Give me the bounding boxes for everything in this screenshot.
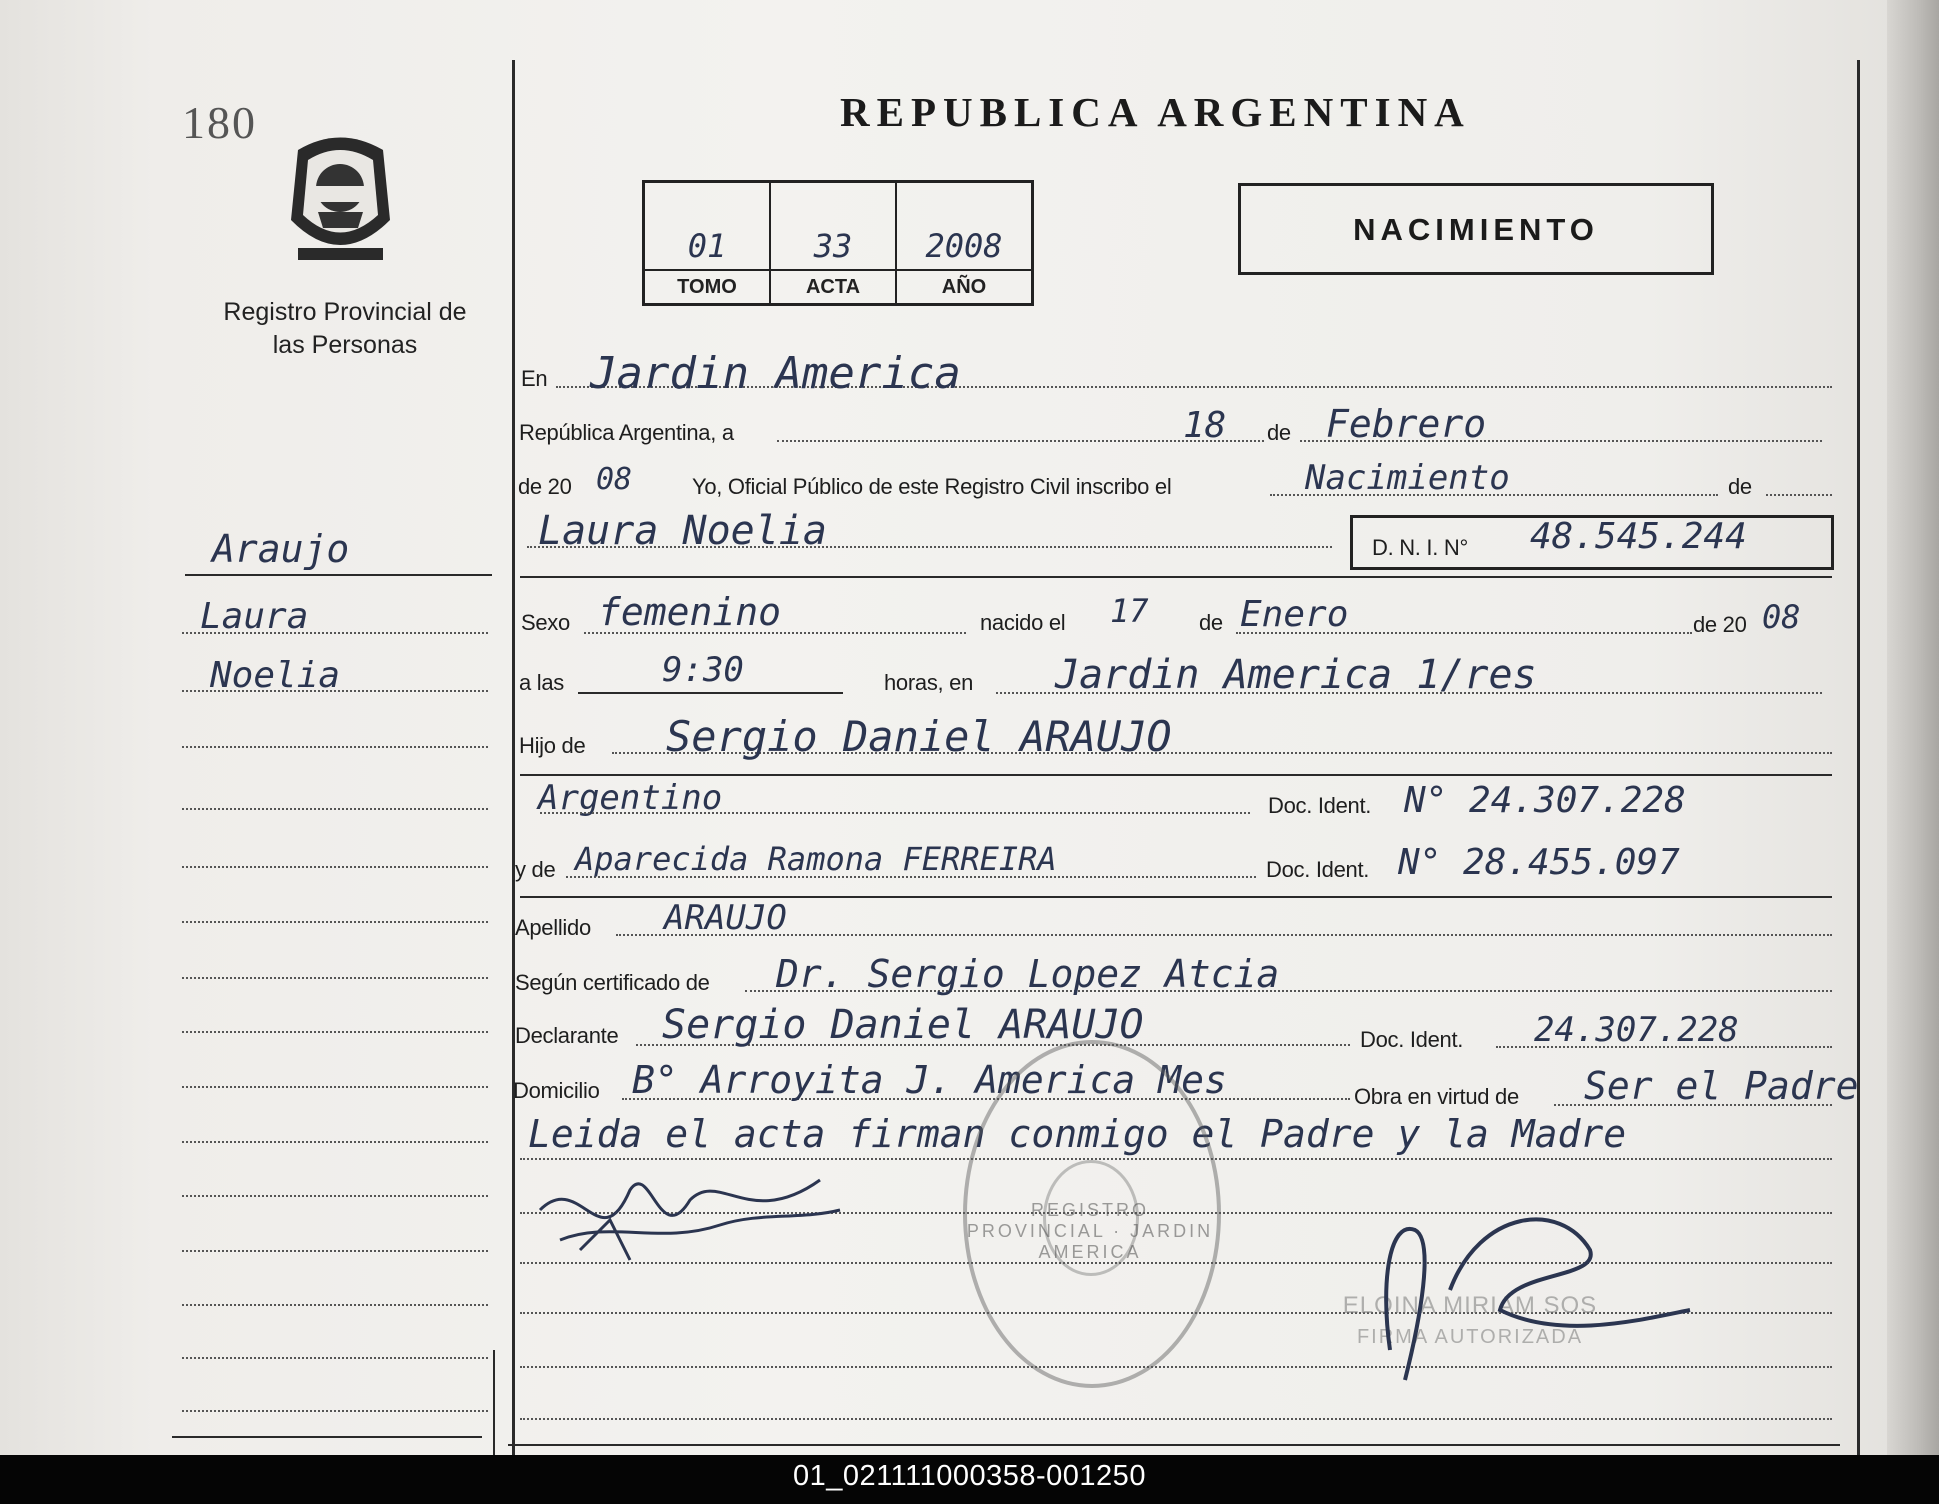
label-obra: Obra en virtud de (1354, 1084, 1519, 1109)
label-nacido: nacido el (980, 610, 1066, 635)
margin-line (182, 1031, 488, 1033)
signature-line (520, 1418, 1832, 1420)
bottom-rule (508, 1444, 1840, 1446)
virtue-value: Ser el Padre (1584, 1064, 1859, 1108)
margin-line (182, 690, 488, 692)
margin-line (182, 1304, 488, 1306)
address-value: B° Arroyita J. America Mes (632, 1058, 1227, 1102)
official-title: FIRMA AUTORIZADA (1356, 1326, 1584, 1348)
record-kind: Nacimiento (1305, 458, 1510, 498)
label-de20: de 20 (518, 474, 572, 499)
margin-line (182, 1250, 488, 1252)
label-republica: República Argentina, a (519, 420, 734, 445)
right-border-rule (1857, 60, 1860, 1455)
birth-place: Jardin America 1/res (1055, 652, 1537, 698)
reg-month: Febrero (1326, 402, 1487, 446)
provincial-seal-icon (278, 120, 403, 270)
declarant-signature (520, 1150, 860, 1270)
father-nationality: Argentino (538, 778, 723, 818)
place-value: Jardin America (590, 348, 961, 399)
section-rule (520, 774, 1832, 776)
record-number-box (642, 180, 1034, 306)
anio-value: 2008 (925, 227, 1003, 265)
nationality-line (540, 812, 1250, 814)
margin-surname: Araujo (212, 527, 350, 571)
label-sexo: Sexo (521, 610, 570, 635)
label-domicilio: Domicilio (513, 1078, 600, 1103)
surname-value: ARAUJO (664, 898, 787, 938)
reg-year: 08 (596, 462, 633, 497)
margin-line (182, 632, 488, 634)
reg-day: 18 (1183, 405, 1227, 446)
label-hijo: Hijo de (519, 733, 586, 758)
closing-statement: Leida el acta firman conmigo el Padre y la Madre (528, 1112, 1627, 1156)
margin-line (182, 921, 488, 923)
surname-line (616, 934, 1832, 936)
label-doc-mother: Doc. Ident. (1266, 857, 1370, 882)
label-de-3: de (1199, 610, 1223, 635)
tomo-cell (645, 183, 771, 303)
country-title: REPUBLICA ARGENTINA (840, 89, 1471, 135)
tomo-label: TOMO (677, 276, 737, 298)
label-declarante: Declarante (515, 1023, 619, 1048)
label-de-2: de (1728, 474, 1752, 499)
stamp-text: REGISTRO PROVINCIAL · JARDIN AMERICA (966, 1200, 1214, 1262)
label-doc-father: Doc. Ident. (1268, 793, 1372, 818)
mother-doc: N° 28.455.097 (1398, 842, 1680, 883)
birth-month: Enero (1240, 594, 1349, 635)
label-dni: D. N. I. N° (1372, 535, 1468, 560)
document-id: 01_021111000358-001250 (793, 1460, 1146, 1492)
child-name-line (527, 546, 1332, 548)
label-de: de (1267, 420, 1291, 445)
birth-year: 08 (1762, 598, 1801, 636)
declarant-doc: 24.307.228 (1534, 1010, 1739, 1050)
label-segun: Según certificado de (515, 970, 710, 995)
label-doc-declarant: Doc. Ident. (1360, 1027, 1464, 1052)
margin-line (182, 1141, 488, 1143)
anio-label: AÑO (941, 276, 987, 298)
inner-rule (493, 1350, 495, 1455)
label-apellido: Apellido (515, 915, 591, 940)
left-column-rule (512, 60, 515, 1455)
time-line (578, 692, 843, 694)
record-type-box (1238, 183, 1714, 275)
official-name: ELOINA MIRIAM SOS (1342, 1292, 1598, 1319)
margin-line (182, 1195, 488, 1197)
label-en: En (521, 366, 548, 391)
section-rule (520, 576, 1832, 578)
acta-value: 33 (813, 227, 853, 265)
label-horas: horas, en (884, 670, 974, 695)
page-edge-shadow (1887, 0, 1939, 1455)
declarant-name: Sergio Daniel ARAUJO (662, 1002, 1144, 1048)
certificate-by: Dr. Sergio Lopez Atcia (776, 952, 1280, 996)
margin-line (182, 746, 488, 748)
margin-line (182, 1086, 488, 1088)
dni-number: 48.545.244 (1530, 516, 1747, 557)
anio-cell (897, 183, 1031, 303)
label-alas: a las (519, 670, 564, 695)
margin-line (182, 1410, 488, 1412)
label-de20-b: de 20 (1693, 612, 1747, 637)
margin-bottom-rule (172, 1436, 482, 1438)
margin-first-name: Laura (200, 596, 309, 637)
child-name: Laura Noelia (538, 508, 827, 554)
registry-name: Registro Provincial de las Personas (223, 298, 467, 359)
tomo-value: 01 (687, 227, 727, 265)
margin-line (182, 1357, 488, 1359)
acta-cell (771, 183, 897, 303)
label-yde: y de (515, 857, 556, 882)
birth-day: 17 (1110, 592, 1149, 630)
label-oficial: Yo, Oficial Público de este Registro Civil inscribo el (692, 474, 1172, 499)
page-number: 180 (182, 97, 257, 148)
sex-value: femenino (598, 590, 782, 634)
margin-line (182, 808, 488, 810)
birth-time: 9:30 (662, 650, 744, 690)
margin-line (182, 866, 488, 868)
mother-name: Aparecida Ramona FERREIRA (575, 840, 1057, 878)
acta-label: ACTA (805, 276, 861, 298)
margin-line (182, 977, 488, 979)
official-signature (1360, 1190, 1700, 1390)
de-line (1766, 494, 1832, 496)
margin-middle-name: Noelia (210, 655, 341, 696)
father-name: Sergio Daniel ARAUJO (666, 712, 1172, 761)
record-type: NACIMIENTO (1353, 212, 1599, 247)
margin-surname-rule (185, 574, 492, 576)
father-doc: N° 24.307.228 (1404, 780, 1686, 821)
